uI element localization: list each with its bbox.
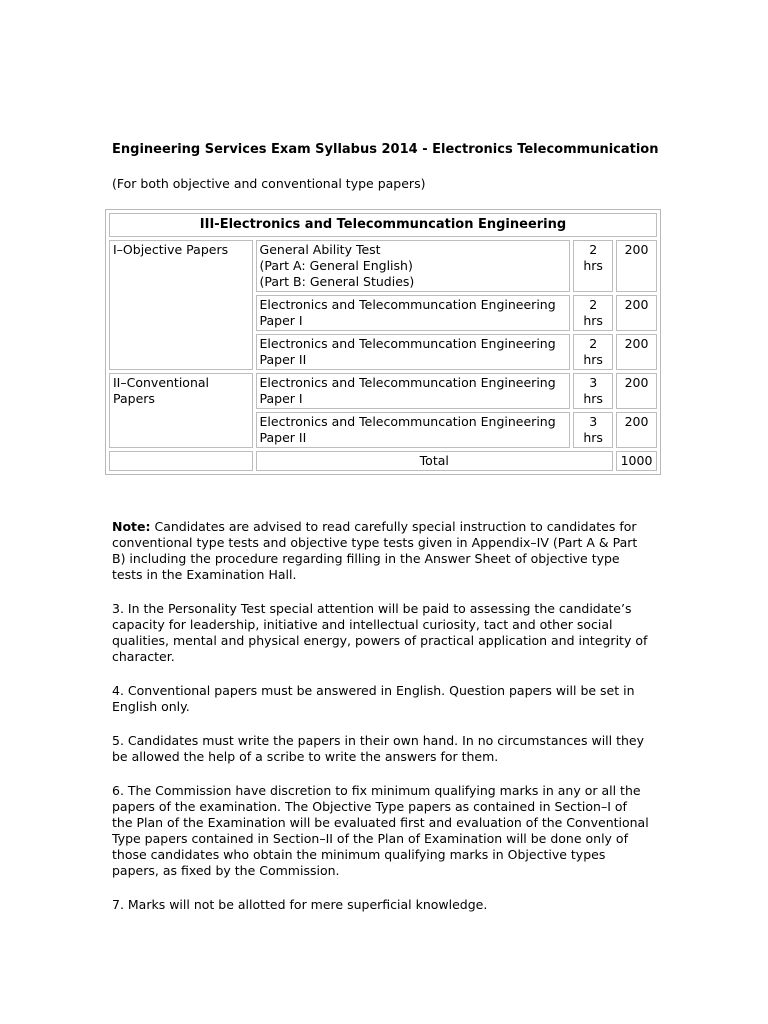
- duration-unit: hrs: [583, 430, 603, 445]
- paragraph-line: papers of the examination. The Objective Type papers as contained in Section–I of: [112, 799, 627, 814]
- marks-cell: 200: [616, 240, 657, 292]
- paragraph-line: character.: [112, 649, 175, 664]
- table-header-row: [109, 213, 657, 237]
- section-name-line: II–Conventional: [113, 375, 210, 390]
- duration-value: 2: [589, 242, 598, 257]
- total-label: Total: [256, 451, 613, 471]
- duration-value: 2: [589, 336, 598, 351]
- subject-line: Electronics and Telecommuncation Engineering: [259, 375, 556, 390]
- paragraph-line: conventional type tests and objective type tests given in Appendix–IV (Part A & Part: [112, 535, 638, 550]
- subject-cell: [256, 412, 571, 448]
- paragraph-line: 7. Marks will not be allotted for mere superficial knowledge.: [112, 897, 488, 912]
- total-marks: 1000: [616, 451, 657, 471]
- table-row: [109, 240, 657, 292]
- marks-cell: 200: [616, 412, 657, 448]
- duration-value: 2: [589, 297, 598, 312]
- subject-cell: [256, 334, 571, 370]
- duration-cell: [573, 373, 613, 409]
- subject-line: Paper II: [259, 430, 307, 445]
- document-page: [112, 141, 660, 912]
- paragraph-line: 4. Conventional papers must be answered in English. Question papers will be set in: [112, 683, 635, 698]
- subject-line: Electronics and Telecommuncation Engineering: [259, 297, 556, 312]
- section-name-conventional: [109, 373, 253, 448]
- paragraph-line: be allowed the help of a scribe to write the answers for them.: [112, 749, 499, 764]
- subject-line: (Part A: General English): [259, 258, 413, 273]
- duration-unit: hrs: [583, 391, 603, 406]
- empty-cell: [109, 451, 253, 471]
- table-header: III-Electronics and Telecommuncation Engineering: [109, 213, 657, 237]
- paragraph-6: [112, 783, 660, 879]
- paragraph-line: papers, as fixed by the Commission.: [112, 863, 340, 878]
- subject-line: Paper I: [259, 391, 303, 406]
- subject-cell: [256, 373, 571, 409]
- duration-cell: [573, 334, 613, 370]
- note-paragraph: [112, 519, 660, 583]
- duration-cell: [573, 412, 613, 448]
- paragraph-4: [112, 683, 660, 715]
- table-total-row: [109, 451, 657, 471]
- table-row: [109, 373, 657, 409]
- subject-line: General Ability Test: [259, 242, 381, 257]
- paragraph-3: [112, 601, 660, 665]
- note-text: Candidates are advised to read carefully special instruction to candidates for: [150, 519, 637, 534]
- marks-cell: 200: [616, 295, 657, 331]
- note-label: Note:: [112, 519, 151, 534]
- subject-line: Paper I: [259, 313, 303, 328]
- paragraph-5: [112, 733, 660, 765]
- paragraph-line: tests in the Examination Hall.: [112, 567, 297, 582]
- paragraph-line: those candidates who obtain the minimum qualifying marks in Objective types: [112, 847, 606, 862]
- subject-line: (Part B: General Studies): [259, 274, 415, 289]
- duration-value: 3: [589, 414, 598, 429]
- body-text: [112, 519, 660, 931]
- document-subtitle: (For both objective and conventional type papers): [112, 176, 426, 191]
- subject-line: Paper II: [259, 352, 307, 367]
- duration-cell: [573, 240, 613, 292]
- duration-unit: hrs: [583, 313, 603, 328]
- duration-unit: hrs: [583, 352, 603, 367]
- paragraph-line: capacity for leadership, initiative and intellectual curiosity, tact and other social: [112, 617, 613, 632]
- duration-cell: [573, 295, 613, 331]
- marks-cell: 200: [616, 334, 657, 370]
- paragraph-line: 6. The Commission have discretion to fix minimum qualifying marks in any or all the: [112, 783, 641, 798]
- paragraph-line: 3. In the Personality Test special attention will be paid to assessing the candidate’s: [112, 601, 632, 616]
- subject-line: Electronics and Telecommuncation Engineering: [259, 336, 556, 351]
- paragraph-line: Type papers contained in Section–II of the Plan of Examination will be done only of: [112, 831, 628, 846]
- duration-value: 3: [589, 375, 598, 390]
- marks-cell: 200: [616, 373, 657, 409]
- paragraph-line: 5. Candidates must write the papers in their own hand. In no circumstances will they: [112, 733, 645, 748]
- subject-line: Electronics and Telecommuncation Engineering: [259, 414, 556, 429]
- subject-cell: [256, 295, 571, 331]
- paragraph-line: qualities, mental and physical energy, powers of practical application and integrity of: [112, 633, 648, 648]
- paragraph-line: [112, 519, 660, 535]
- duration-unit: hrs: [583, 258, 603, 273]
- section-name-line: Papers: [113, 391, 155, 406]
- subject-cell: [256, 240, 571, 292]
- section-name-objective: I–Objective Papers: [109, 240, 253, 370]
- paragraph-line: English only.: [112, 699, 190, 714]
- syllabus-table: [105, 209, 661, 475]
- paragraph-line: the Plan of the Examination will be evaluated first and evaluation of the Conventional: [112, 815, 649, 830]
- paragraph-7: [112, 897, 660, 913]
- paragraph-line: B) including the procedure regarding filling in the Answer Sheet of objective type: [112, 551, 620, 566]
- document-title: Engineering Services Exam Syllabus 2014 - Electronics Telecommunication: [112, 142, 659, 157]
